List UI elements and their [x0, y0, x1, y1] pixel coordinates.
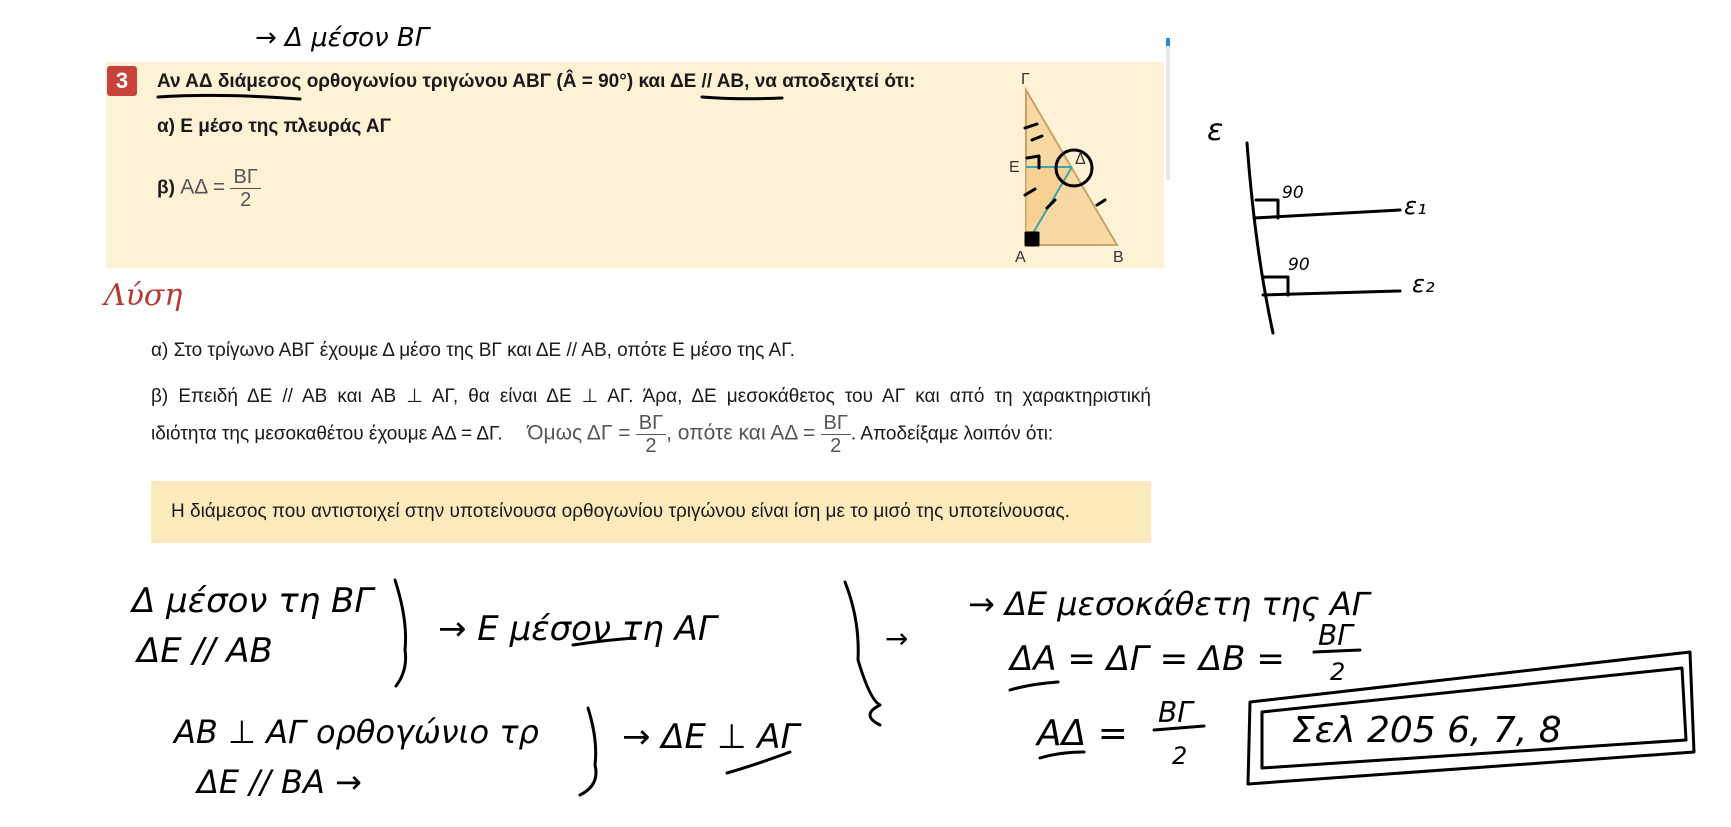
solution-b-math2: , οπότε και ΑΔ = — [666, 421, 816, 445]
hw-box — [1248, 652, 1694, 784]
hw-top-note: → Δ μέσον ΒΓ — [255, 23, 430, 53]
hw-right-line1: → ΔΕ μεσοκάθετη της ΑΓ — [968, 585, 1370, 623]
hw-line-e: ε — [1207, 113, 1224, 148]
hw-line-e2 — [1263, 291, 1400, 295]
part-b-label: β) — [157, 177, 175, 199]
solution-b-fraction-2-denominator: 2 — [830, 435, 842, 457]
hw-right-frac-den: 2 — [1330, 658, 1346, 686]
part-b-lhs: ΑΔ = — [180, 175, 226, 199]
hw-right-line2: ΔΑ = ΔΓ = ΔΒ = — [1010, 639, 1285, 679]
hw-label-e1: ε₁ — [1404, 192, 1427, 220]
label-delta: Δ — [1075, 151, 1086, 168]
hw-right-frac2-den: 2 — [1172, 742, 1188, 770]
hw-vertical-line — [1247, 143, 1273, 333]
solution-b-text-end: . Αποδείξαμε λοιπόν ότι: — [850, 423, 1054, 445]
hw-brace2-line2: ΔΕ // ΒΑ → — [197, 763, 362, 801]
hw-underline-meson — [573, 638, 635, 645]
solution-part-a: α) Στο τρίγωνο ΑΒΓ έχουμε Δ μέσο της ΒΓ και ΔΕ // ΑΒ, οπότε Ε μέσο της ΑΓ. — [151, 340, 795, 361]
hw-brace-2 — [580, 708, 596, 795]
label-e: Ε — [1009, 159, 1020, 176]
hw-box-inner — [1262, 668, 1686, 768]
conclusion-text: Η διάμεσος που αντιστοιχεί στην υποτείνουσα ορθογωνίου τριγώνου είναι ίση με το μισό της υποτείνουσας. — [171, 501, 1070, 522]
hw-arrow-to-right: → — [885, 622, 909, 655]
hw-brace-1 — [395, 580, 406, 686]
scrollbar-track[interactable] — [1166, 38, 1170, 180]
scrollbar-thumb[interactable] — [1166, 38, 1170, 46]
solution-heading: Λύση — [104, 278, 183, 313]
hw-right-line3: ΑΔ = — [1037, 713, 1128, 754]
solution-part-b-line1: β) Επειδή ΔΕ // ΑΒ και ΑΒ ⊥ ΑΓ, θα είναι ΔΕ ⊥ ΑΓ. Άρα, ΔΕ μεσοκάθετος του ΑΓ και από τη χαρακτηριστική — [151, 386, 1151, 407]
hw-boxed-text: Σελ 205 6, 7, 8 — [1292, 710, 1562, 751]
label-b: Β — [1113, 249, 1124, 266]
hw-line-e1 — [1254, 210, 1400, 218]
hw-label-e2: ε₂ — [1412, 270, 1435, 298]
label-a: Α — [1015, 249, 1026, 266]
part-b-fraction-denominator: 2 — [240, 189, 252, 211]
solution-part-b-line2 — [151, 412, 1053, 457]
hw-angle-2: 90 — [1288, 255, 1310, 275]
problem-part-b — [157, 166, 261, 211]
solution-b-fraction-1-numerator: ΒΓ — [636, 412, 666, 435]
hw-right-frac2-num: ΒΓ — [1158, 696, 1193, 729]
hw-underline-de — [727, 752, 790, 773]
hw-right-frac-num: ΒΓ — [1318, 619, 1353, 652]
hw-underline-da — [1010, 682, 1058, 690]
hw-brace2-line1: ΑΒ ⊥ ΑΓ ορθογώνιο τρ — [174, 713, 539, 751]
solution-b-fraction-2-numerator: ΒΓ — [821, 412, 851, 435]
problem-number-badge: 3 — [107, 66, 137, 96]
hw-right-frac-bar — [1314, 650, 1360, 652]
solution-b-fraction-2 — [821, 412, 851, 457]
hw-brace1-result: → Ε μέσον τη ΑΓ — [438, 609, 717, 649]
hw-right-frac2-bar — [1154, 726, 1204, 730]
solution-b-fraction-1 — [636, 412, 666, 457]
part-b-fraction — [230, 166, 260, 211]
hw-underline-ad — [1040, 752, 1084, 758]
solution-b-math1: Όμως ΔΓ = — [527, 421, 631, 445]
hw-right-angle-1 — [1256, 200, 1278, 218]
hw-brace1-line2: ΔΕ // ΑΒ — [137, 631, 273, 671]
solution-b-text-start: ιδιότητα της μεσοκαθέτου έχουμε ΑΔ = ΔΓ. — [151, 423, 503, 445]
hw-brace2-result: → ΔΕ ⊥ ΑΓ — [622, 717, 800, 757]
right-angle-marker — [1026, 233, 1038, 245]
hw-big-brace — [845, 582, 880, 725]
problem-part-a: α) Ε μέσο της πλευράς ΑΓ — [157, 116, 392, 137]
part-b-fraction-numerator: ΒΓ — [230, 166, 260, 189]
solution-b-fraction-1-denominator: 2 — [645, 435, 657, 457]
problem-statement: Αν ΑΔ διάμεσος ορθογωνίου τριγώνου ΑΒΓ (Â = 90°) και ΔΕ // ΑΒ, να αποδειχτεί ότι: — [157, 71, 916, 92]
hw-angle-1: 90 — [1282, 183, 1304, 203]
label-gamma: Γ — [1021, 71, 1030, 88]
hw-brace1-line1: Δ μέσον τη ΒΓ — [132, 581, 374, 621]
triangle-figure — [995, 68, 1135, 268]
hw-right-angle-2 — [1264, 277, 1288, 295]
